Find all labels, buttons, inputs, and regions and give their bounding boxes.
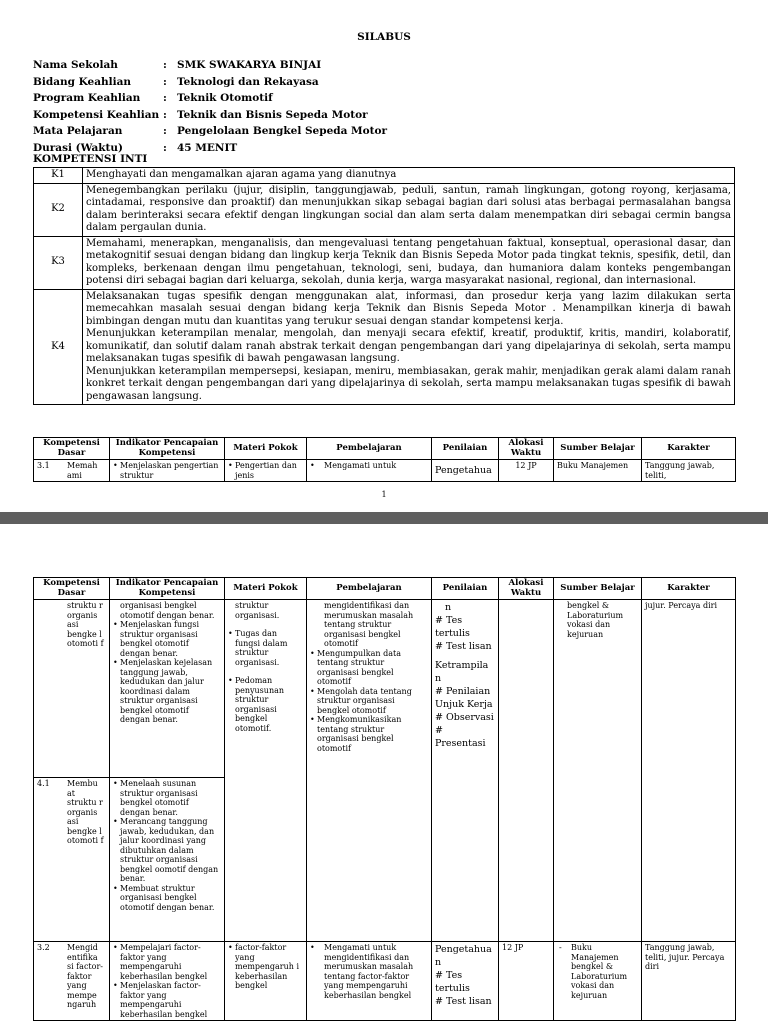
info-value: 45 MENIT	[177, 141, 238, 154]
sumber-cell: Buku Manajemen	[554, 460, 642, 482]
materi-cell: • factor-faktor yang mempengaruh i keberhasilan bengkel	[225, 942, 307, 1021]
ki-text: Menghayati dan mengamalkan ajaran agama yang dianutnya	[83, 168, 735, 184]
info-value: Teknik dan Bisnis Sepeda Motor	[177, 108, 368, 121]
info-row-field: Bidang Keahlian : Teknologi dan Rekayasa	[33, 74, 387, 91]
school-info	[33, 57, 387, 156]
info-value: Teknologi dan Rekayasa	[177, 75, 319, 88]
alokasi-cell: 12 JP	[499, 460, 554, 482]
col-header: Kompetensi Dasar	[34, 578, 110, 600]
info-row-duration: Durasi (Waktu) : 45 MENIT	[33, 140, 387, 157]
core-competency-table	[33, 167, 735, 405]
penilaian-cell: Pengetahua	[432, 460, 499, 482]
karakter-cell: Tanggung jawab, teliti, jujur. Percaya diri	[642, 942, 736, 1021]
ki-code: K3	[34, 236, 83, 289]
syllabus-table-page2	[33, 577, 736, 1021]
pembelajaran-cell: mengidentifikasi dan merumuskan masalah tentang struktur organisasi bengkel otomotif • Mengumpulkan data tentang struktur organisasi bengkel otomotif • Mengolah data tentang struktur organisasi bengkel otomotif • Mengkomunikasikan tentang struktur organisasi bengkel otomotif	[307, 600, 432, 942]
penilaian-cell: Pengetahua n # Tes tertulis # Test lisan	[432, 942, 499, 1021]
col-header: Karakter	[642, 438, 736, 460]
ki-row	[34, 236, 735, 289]
table-row	[34, 600, 736, 778]
materi-cell: struktur organisasi. • Tugas dan fungsi dalam struktur organisasi. • Pedoman penyusunan struktur organisasi bengkel otomotif.	[225, 600, 307, 942]
document-title: SILABUS	[357, 31, 411, 43]
kd-cell: 3.1 Memah ami	[34, 460, 110, 482]
page-2	[0, 524, 768, 1024]
ki-text: Menunjukkan keterampilan menalar, mengolah, dan menyaji secara efektif, kreatif, produktif, kritis, mandiri, kolaboratif, komunikatif, dan solutif dalam ranah abstrak terkait dengan pengembangan dari yang dipelajarinya di sekolah, serta mampu melaksanakan tugas spesifik di bawah pengawasan langsung.	[86, 328, 731, 364]
karakter-cell: jujur. Percaya diri	[642, 600, 736, 942]
info-row-subject: Mata Pelajaran : Pengelolaan Bengkel Sepeda Motor	[33, 123, 387, 140]
info-row-competency: Kompetensi Keahlian : Teknik dan Bisnis Sepeda Motor	[33, 107, 387, 124]
table-header-row	[34, 438, 736, 460]
info-value: Pengelolaan Bengkel Sepeda Motor	[177, 125, 388, 137]
col-header: Kompetensi Dasar	[34, 438, 110, 460]
sumber-cell: - Buku Manajemen bengkel & Laboraturium vokasi dan kejuruan	[554, 942, 642, 1021]
ki-text-group	[83, 289, 735, 405]
ki-row	[34, 168, 735, 184]
info-value: Teknik Otomotif	[177, 92, 273, 104]
indikator-cell: • Menelaah susunan struktur organisasi bengkel otomotif dengan benar. • Merancang tanggung jawab, kedudukan, dan jalur koordinasi yang dibutuhkan dalam struktur organisasi bengkel oomotif dengan benar. • Membuat struktur organisasi bengkel otomotif dengan benar.	[110, 778, 225, 942]
ki-text: Menunjukkan keterampilan mempersepsi, kesiapan, meniru, membiasakan, gerak mahir, menjadikan gerak alami dalam ranah konkret terkait dengan pengembangan dari yang dipelajarinya di sekolah, serta mampu melaksanakan tugas spesifik di bawah pengawasan langsung.	[86, 365, 731, 402]
ki-row	[34, 183, 735, 236]
col-header: Penilaian	[432, 438, 499, 460]
ki-code: K2	[34, 183, 83, 236]
kd-cell: 3.2 Mengid entifika si factor- faktor yang mempe ngaruh	[34, 942, 110, 1021]
ki-row	[34, 289, 735, 405]
col-header: Penilaian	[432, 578, 499, 600]
col-header: Sumber Belajar	[554, 438, 642, 460]
indikator-cell: • Menjelaskan pengertian struktur	[110, 460, 225, 482]
info-value: SMK SWAKARYA BINJAI	[177, 59, 322, 71]
info-row-school: Nama Sekolah : SMK SWAKARYA BINJAI	[33, 57, 387, 74]
col-header: Indikator Pencapaian Kompetensi	[110, 438, 225, 460]
ki-text: Menegembangkan perilaku (jujur, disiplin, tanggungjawab, peduli, santun, ramah lingkungan, gotong royong, kerjasama, cintadamai, responsive dan proaktif) dan menunjukkan sikap sebagai bagian dari solusi atas berbagai permasalahan bangsa dalam berinteraksi secara efektif dengan lingkungan social dan alam serta dalam menempatkan diri sebagai cermin bangsa dalam pergaulan dunia.	[83, 183, 735, 236]
col-header: Indikator Pencapaian Kompetensi	[110, 578, 225, 600]
pembelajaran-cell: • Mengamati untuk mengidentifikasi dan merumuskan masalah tentang factor-faktor yang mempengaruhi keberhasilan bengkel	[307, 942, 432, 1021]
sumber-cell: bengkel & Laboraturium vokasi dan kejuruan	[554, 600, 642, 942]
kd-cell: struktu r organis asi bengke l otomoti f	[34, 600, 110, 778]
page-number: 1	[381, 490, 387, 499]
ki-code: K1	[34, 168, 83, 184]
table-header-row	[34, 578, 736, 600]
table-row	[34, 460, 736, 482]
info-row-program: Program Keahlian : Teknik Otomotif	[33, 90, 387, 107]
indikator-cell: • Mempelajari factor-faktor yang mempengaruhi keberhasilan bengkel • Menjelaskan factor-faktor yang mempengaruhi keberhasilan bengkel	[110, 942, 225, 1021]
core-competency-heading: KOMPETENSI INTI	[33, 153, 148, 165]
col-header: Pembelajaran	[307, 578, 432, 600]
col-header: Alokasi Waktu	[499, 578, 554, 600]
karakter-cell: Tanggung jawab, teliti,	[642, 460, 736, 482]
alokasi-cell	[499, 600, 554, 942]
col-header: Alokasi Waktu	[499, 438, 554, 460]
col-header: Sumber Belajar	[554, 578, 642, 600]
col-header: Pembelajaran	[307, 438, 432, 460]
col-header: Materi Pokok	[225, 578, 307, 600]
alokasi-cell: 12 JP	[499, 942, 554, 1021]
ki-text: Melaksanakan tugas spesifik dengan menggunakan alat, informasi, dan prosedur kerja yang lazim dilakukan serta memecahkan masalah sesuai dengan bidang kerja Teknik dan Bisnis Sepeda Motor . Menampilkan kinerja di bawah bimbingan dengan mutu dan kuantitas yang terukur sesuai dengan standar kompetensi kerja.	[86, 290, 731, 327]
materi-cell: • Pengertian dan jenis	[225, 460, 307, 482]
pembelajaran-cell: • Mengamati untuk	[307, 460, 432, 482]
kd-cell: 4.1 Membu at struktu r organis asi bengke l otomoti f	[34, 778, 110, 942]
indikator-cell: organisasi bengkel otomotif dengan benar. • Menjelaskan fungsi struktur organisasi bengkel otomotif dengan benar. • Menjelaskan kejelasan tanggung jawab, kedudukan dan jalur koordinasi dalam struktur organisasi bengkel otomotif dengan benar.	[110, 600, 225, 778]
syllabus-table-page1	[33, 437, 736, 482]
col-header: Materi Pokok	[225, 438, 307, 460]
ki-code: K4	[34, 289, 83, 405]
penilaian-cell: n # Tes tertulis # Test lisan Ketrampila n # Penilaian Unjuk Kerja # Observasi # Presentasi	[432, 600, 499, 942]
col-header: Karakter	[642, 578, 736, 600]
table-row	[34, 942, 736, 1021]
ki-text: Memahami, menerapkan, menganalisis, dan mengevaluasi tentang pengetahuan faktual, konseptual, operasional dasar, dan metakognitif sesuai dengan bidang dan lingkup kerja Teknik dan Bisnis Sepeda Motor pada tingkat teknis, spesifik, detil, dan kompleks, berkenaan dengan ilmu pengetahuan, teknologi, seni, budaya, dan humaniora dalam konteks pengembangan potensi diri sebagai bagian dari keluarga, sekolah, dunia kerja, warga masyarakat nasional, regional, dan internasional.	[83, 236, 735, 289]
